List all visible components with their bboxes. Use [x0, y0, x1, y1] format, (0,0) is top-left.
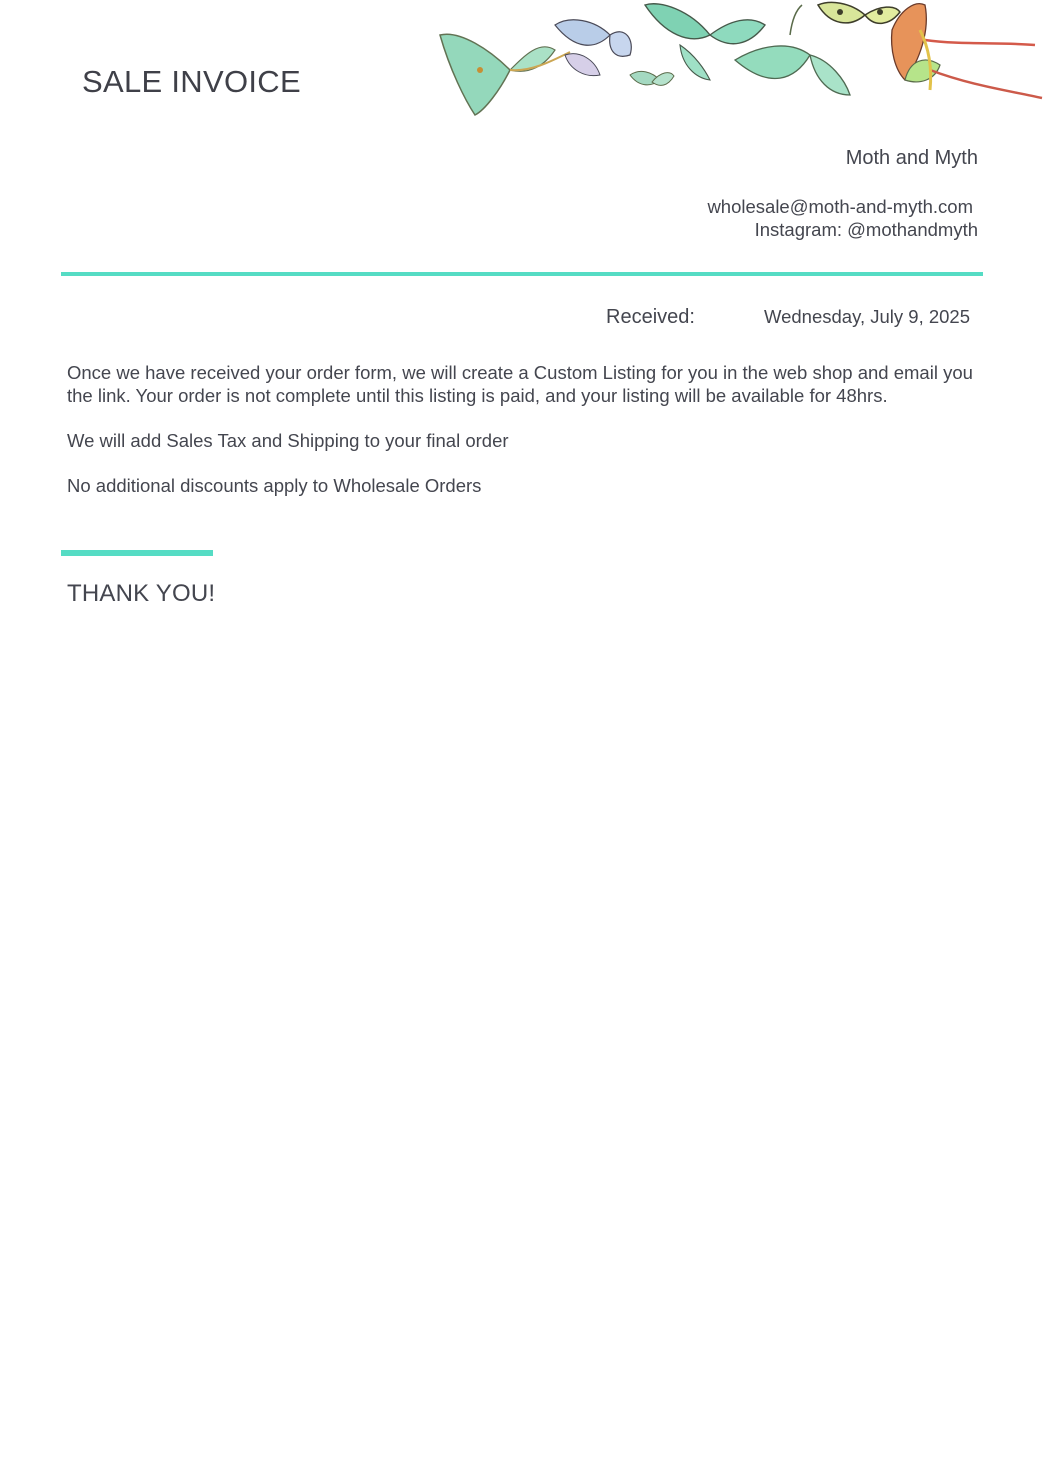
small-moth-icon [630, 71, 674, 85]
header-divider [61, 272, 983, 276]
yellow-moth-icon [818, 2, 900, 23]
moth-banner-illustration [430, 0, 1044, 130]
thank-you-text: THANK YOU! [67, 580, 216, 607]
comet-moth-icon [892, 4, 1042, 98]
luna-moth-icon [440, 34, 570, 115]
seller-contact [707, 195, 978, 241]
seller-name: Moth and Myth [845, 147, 978, 169]
note-custom-listing: Once we have received your order form, we will create a Custom Listing for you in the web shop and email you the link. Your order is not complete until this listing is paid, and your listing will be available for 48hrs. [67, 362, 973, 406]
received-label: Received: [606, 306, 695, 328]
footer-divider [61, 550, 213, 556]
received-date: Wednesday, July 9, 2025 [763, 306, 970, 327]
page-title: SALE INVOICE [82, 64, 301, 99]
note-sales-tax: We will add Sales Tax and Shipping to your final order [67, 430, 509, 451]
seller-email[interactable]: wholesale@moth-and-myth.com [707, 196, 973, 217]
seller-instagram: Instagram: @mothandmyth [754, 219, 978, 240]
order-notes [67, 361, 982, 519]
note-discounts: No additional discounts apply to Wholesale Orders [67, 475, 482, 496]
blue-moth-icon [555, 20, 631, 76]
